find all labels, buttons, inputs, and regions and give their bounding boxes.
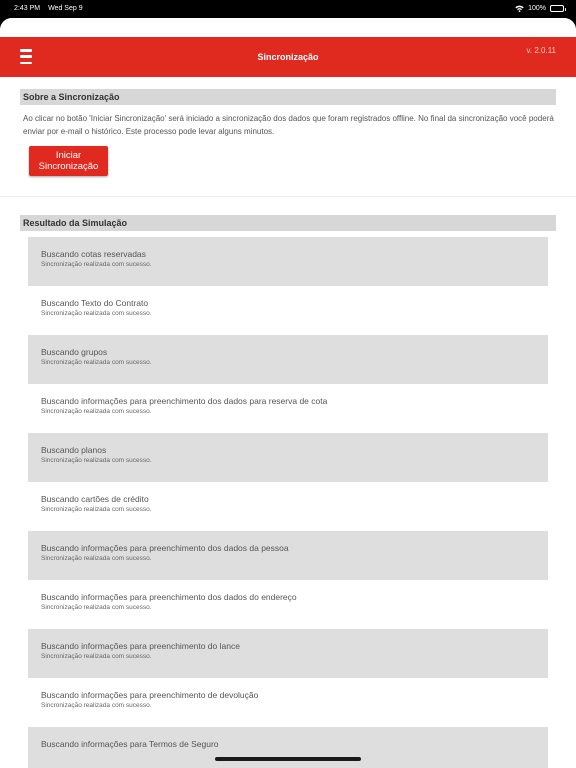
item-title: Buscando informações para preenchimento de devolução [41, 690, 259, 700]
item-title: Buscando grupos [41, 347, 108, 357]
list-item [28, 384, 548, 433]
page-title: Sincronização [257, 52, 319, 62]
about-section [20, 89, 556, 176]
item-status: Sincronização realizada com sucesso. [41, 653, 152, 660]
list-item [28, 237, 548, 286]
list-item [28, 727, 548, 768]
list-item [28, 580, 548, 629]
item-status: Sincronização realizada com sucesso. [41, 702, 152, 709]
battery-percent: 100% [528, 4, 546, 12]
item-status: Sincronização realizada com sucesso. [41, 604, 152, 611]
home-indicator[interactable] [215, 757, 361, 761]
status-time: 2:43 PM [14, 4, 41, 12]
version-label: v. 2.0.11 [526, 46, 556, 55]
item-status: Sincronização realizada com sucesso. [41, 457, 152, 464]
item-status: Sincronização realizada com sucesso. [41, 408, 152, 415]
item-title: Buscando informações para preenchimento dos dados para reserva de cota [41, 396, 328, 406]
item-status: Sincronização realizada com sucesso. [41, 310, 152, 317]
list-item [28, 433, 548, 482]
section-divider [0, 196, 576, 197]
item-title: Buscando informações para preenchimento dos dados do endereço [41, 592, 297, 602]
start-sync-button[interactable]: Iniciar Sincronização [29, 146, 108, 176]
battery-icon [550, 5, 564, 12]
item-title: Buscando planos [41, 445, 107, 455]
item-title: Buscando cotas reservadas [41, 249, 146, 259]
about-description: Ao clicar no botão 'Iniciar Sincronização' será iniciado a sincronização dos dados que foram registrados offline. No final da sincronização você poderá enviar por e-mail o histórico. Este processo pode levar alguns minutos. [23, 114, 554, 136]
results-list [20, 231, 556, 768]
list-item [28, 335, 548, 384]
list-item [28, 286, 548, 335]
item-title: Buscando informações para preenchimento dos dados da pessoa [41, 543, 289, 553]
list-item [28, 629, 548, 678]
about-heading: Sobre a Sincronização [20, 89, 556, 105]
app-window [0, 18, 576, 768]
wifi-icon [515, 5, 524, 12]
main-content [0, 77, 576, 768]
top-spacer [0, 18, 576, 37]
list-item [28, 482, 548, 531]
status-bar [0, 0, 576, 16]
list-item [28, 531, 548, 580]
results-heading: Resultado da Simulação [20, 215, 556, 231]
item-title: Buscando Texto do Contrato [41, 298, 149, 308]
list-item [28, 678, 548, 727]
item-status: Sincronização realizada com sucesso. [41, 261, 152, 268]
item-status: Sincronização realizada com sucesso. [41, 506, 152, 513]
item-title: Buscando informações para preenchimento do lance [41, 641, 240, 651]
results-section [20, 215, 556, 768]
item-title: Buscando informações para Termos de Seguro [41, 739, 219, 749]
hamburger-menu-icon[interactable] [20, 49, 32, 64]
item-title: Buscando cartões de crédito [41, 494, 149, 504]
item-status: Sincronização realizada com sucesso. [41, 555, 152, 562]
app-header [0, 37, 576, 77]
item-status: Sincronização realizada com sucesso. [41, 359, 152, 366]
status-date: Wed Sep 9 [48, 4, 83, 12]
